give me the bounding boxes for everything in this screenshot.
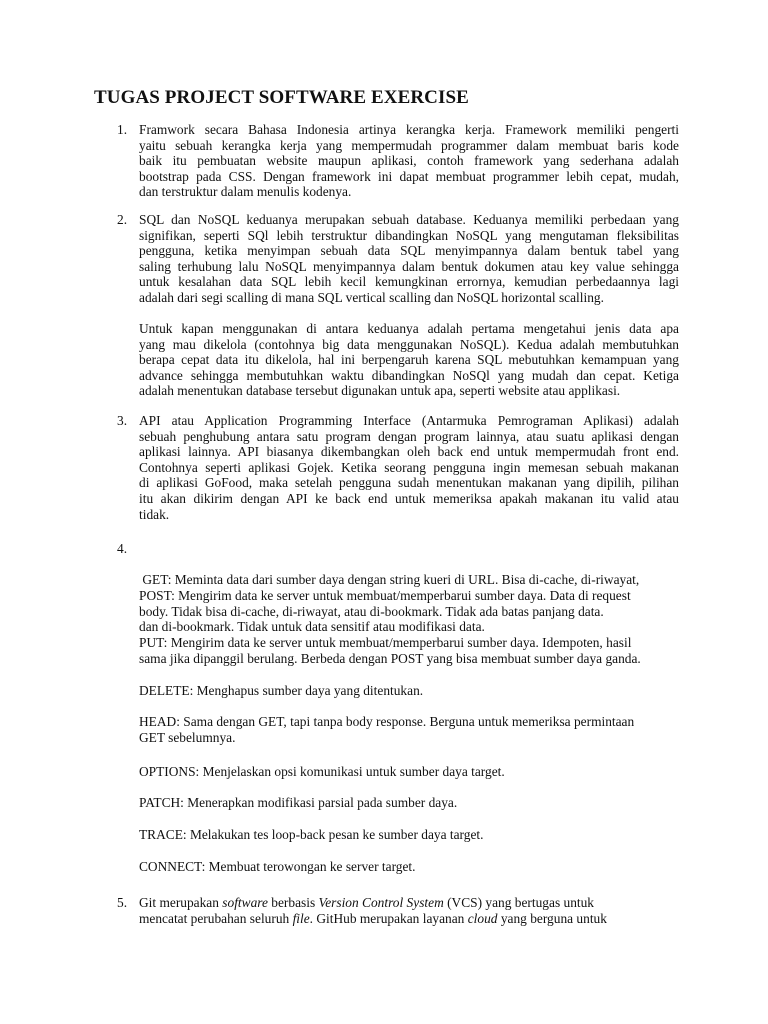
text-line: di aplikasi GoFood, maka setelah pengguna sudah menentukan makanan yang dipilih, pilihan xyxy=(139,475,679,491)
paragraph xyxy=(139,795,679,811)
text-line: OPTIONS: Menjelaskan opsi komunikasi untuk sumber daya target. xyxy=(139,764,505,779)
text-line: advance sehingga membutuhkan waktu dibandingkan NoSQl yang mudah dan cepat. Ketiga xyxy=(139,367,679,383)
text-line: POST: Mengirim data ke server untuk membuat/memperbarui sumber daya. Data di request xyxy=(139,588,631,603)
text-line: berapa cepat data itu dikelola, hal ini berpengaruh karena SQL mebutuhkan kemampuan yang xyxy=(139,352,679,368)
text-line: baik itu pembuatan website maupun aplikasi, contoh framework yang sederhana adalah xyxy=(139,153,679,169)
italic-term: software xyxy=(222,895,268,910)
paragraph xyxy=(139,895,679,926)
list-number: 3. xyxy=(117,413,128,428)
text-line: adalah dari segi scalling di mana SQL vertical scalling dan NoSQL horizontal scalling. xyxy=(139,289,604,305)
text-line: yang mau dikelola (contohnya big data menggunakan NoSQL). Kedua adalah membutuhkan xyxy=(139,336,679,352)
text-line: GET sebelumnya. xyxy=(139,729,236,745)
text-line: tidak. xyxy=(139,506,170,522)
text-line: sama jika dipanggil berulang. Berbeda dengan POST yang bisa membuat sumber daya ganda. xyxy=(139,650,641,666)
document-title: TUGAS PROJECT SOFTWARE EXERCISE xyxy=(94,87,469,108)
text-line: signifikan, seperti SQl lebih terstruktur dibandingkan NoSQL yang mengutaman fleksibilitas xyxy=(139,227,679,243)
italic-term: Version Control System xyxy=(318,895,444,910)
text-line: yaitu sebuah kerangka kerja yang mempermudah programmer dalam membuat baris kode xyxy=(139,137,679,153)
italic-term: cloud xyxy=(467,910,498,926)
text-line: Framwork secara Bahasa Indonesia artinya kerangka kerja. Framework memiliki pengerti xyxy=(139,122,679,137)
text-line: API atau Application Programming Interface (Antarmuka Pemrograman Aplikasi) adalah xyxy=(139,413,679,428)
text-line: adalah menentukan database tersebut digunakan untuk apa, seperti website atau applikasi. xyxy=(139,383,621,399)
text-line: untuk kesalahan data SQL lebih kecil kemungkinan errornya, kemudian perbedaannya lagi xyxy=(139,274,679,290)
text-line: bootstrap pada CSS. Dengan framework ini dapat membuat programmer lebih cepat, mudah, xyxy=(139,168,679,184)
paragraph xyxy=(139,122,679,200)
text-line: body. Tidak bisa di-cache, di-riwayat, atau di-bookmark. Tidak ada batas panjang data. xyxy=(139,603,604,619)
paragraph xyxy=(139,635,679,666)
text-line: sebuah penghubung antara satu program dengan program lainnya, atau suatu aplikasi dengan xyxy=(139,428,679,444)
text-line: pengguna, ketika menyimpan sebuah data SQL menyimpannya dalam bentuk tabel yang xyxy=(139,243,679,259)
paragraph xyxy=(139,764,679,780)
text-run: (VCS) yang bertugas untuk xyxy=(443,895,595,910)
text-run: yang berguna untuk xyxy=(497,910,607,926)
text-line: CONNECT: Membuat terowongan ke server target. xyxy=(139,859,416,874)
paragraph xyxy=(139,413,679,522)
text-line: PUT: Mengirim data ke server untuk membuat/memperbarui sumber daya. Idempoten, hasil xyxy=(139,635,632,650)
text-line: PATCH: Menerapkan modifikasi parsial pada sumber daya. xyxy=(139,795,458,810)
paragraph xyxy=(139,859,679,875)
text-run: mencatat perubahan seluruh xyxy=(139,910,293,926)
list-number: 5. xyxy=(117,895,128,910)
paragraph xyxy=(139,321,679,399)
text-run: Git merupakan xyxy=(139,895,223,910)
text-line: GET: Meminta data dari sumber daya dengan string kueri di URL. Bisa di-cache, di-riwayat, xyxy=(139,572,640,588)
text-line: saling terhubung lalu NoSQL menyimpannya dalam bentuk dokumen atau key value sehingga xyxy=(139,258,679,274)
text-line: TRACE: Melakukan tes loop-back pesan ke sumber daya target. xyxy=(139,827,484,842)
list-number: 1. xyxy=(117,122,128,137)
text-line: DELETE: Menghapus sumber daya yang ditentukan. xyxy=(139,683,424,698)
text-line xyxy=(139,911,679,927)
paragraph xyxy=(139,714,679,745)
list-number: 4. xyxy=(117,541,128,556)
paragraph xyxy=(139,827,679,843)
text-run: . GitHub merupakan layanan xyxy=(309,910,468,926)
text-line: Untuk kapan menggunakan di antara keduanya adalah pertama mengetahui jenis data apa xyxy=(139,321,679,336)
paragraph xyxy=(139,683,679,699)
list-number: 2. xyxy=(117,212,128,227)
text-line: itu akan dikirim dengan API ke back end untuk memeriksa apakah makanan itu valid atau xyxy=(139,490,679,506)
text-line: HEAD: Sama dengan GET, tapi tanpa body response. Berguna untuk memeriksa permintaan xyxy=(139,714,635,729)
italic-term: file xyxy=(292,910,310,926)
paragraph xyxy=(139,588,679,619)
text-line: aplikasi lainnya. API biasanya dikembangkan oleh back end untuk mempermudah front end. xyxy=(139,444,679,460)
text-line: Contohnya seperti aplikasi Gojek. Ketika seorang pengguna ingin memesan sebuah makanan xyxy=(139,459,679,475)
text-line: dan di-bookmark. Tidak untuk data sensitif atau modifikasi data. xyxy=(139,618,485,634)
text-line: SQL dan NoSQL keduanya merupakan sebuah database. Keduanya memiliki perbedaan yang xyxy=(139,212,679,227)
text-line: dan terstruktur dalam menulis kodenya. xyxy=(139,184,352,200)
text-run: berbasis xyxy=(267,895,319,910)
text-line xyxy=(139,895,679,911)
paragraph xyxy=(139,212,679,306)
